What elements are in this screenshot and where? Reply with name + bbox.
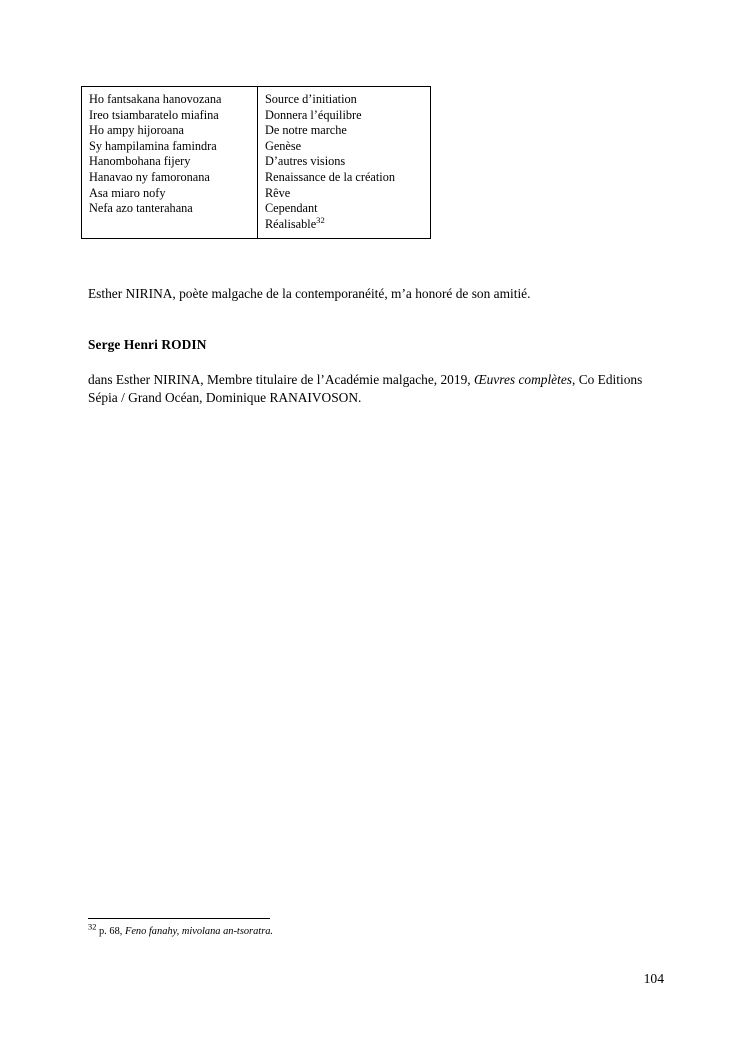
poem-line: Sy hampilamina famindra bbox=[89, 138, 217, 153]
poem-line: Hanavao ny famoronana bbox=[89, 169, 210, 184]
poem-table bbox=[81, 86, 431, 239]
poem-line-last bbox=[264, 214, 424, 233]
table-row bbox=[82, 87, 431, 239]
poem-line: Rêve bbox=[264, 185, 291, 200]
poem-line: Asa miaro nofy bbox=[89, 185, 166, 200]
poem-left-lines bbox=[82, 87, 257, 223]
poem-line: Hanombohana fijery bbox=[89, 154, 191, 169]
poem-left-cell bbox=[82, 87, 258, 239]
poem-line: Ho fantsakana hanovozana bbox=[89, 92, 222, 106]
reference-paragraph bbox=[88, 371, 663, 407]
poem-line: Ho ampy hijoroana bbox=[89, 123, 184, 138]
poem-line: Cependant bbox=[264, 201, 318, 216]
footnote-text-italic: Feno fanahy, mivolana an-tsoratra. bbox=[124, 926, 274, 937]
poem-line: De notre marche bbox=[264, 123, 347, 138]
poem-line: Donnera l’équilibre bbox=[264, 107, 362, 122]
poem-line-text: Réalisable bbox=[264, 216, 317, 231]
reference-part1: dans Esther NIRINA, Membre titulaire de l’Académie malgache, 2019, bbox=[88, 372, 474, 388]
page-number: 104 bbox=[643, 971, 664, 986]
footnote-separator-rule bbox=[88, 918, 270, 919]
poem-line: D’autres visions bbox=[264, 154, 346, 169]
footnote-text: p. 68, bbox=[98, 926, 125, 937]
author-name: Serge Henri RODIN bbox=[88, 337, 207, 353]
honor-paragraph: Esther NIRINA, poète malgache de la contemporanéité, m’a honoré de son amitié. bbox=[88, 286, 531, 302]
poem-line: Nefa azo tanterahana bbox=[89, 201, 193, 216]
poem-line: Ireo tsiambaratelo miafina bbox=[89, 107, 219, 122]
reference-part2: , Co Editions Sépia / Grand Océan, Dominique RANAIVOSON. bbox=[88, 372, 643, 406]
poem-line: Source d’initiation bbox=[264, 92, 357, 106]
footnote bbox=[88, 922, 588, 938]
poem-right-cell bbox=[257, 87, 430, 239]
poem-line: Genèse bbox=[264, 138, 302, 153]
footnote-reference-marker: 32 bbox=[316, 214, 325, 225]
poem-line: Renaissance de la création bbox=[264, 169, 396, 184]
poem-right-lines bbox=[258, 87, 430, 238]
reference-italic-title: Œuvres complètes bbox=[473, 372, 573, 388]
footnote-number: 32 bbox=[88, 922, 97, 932]
